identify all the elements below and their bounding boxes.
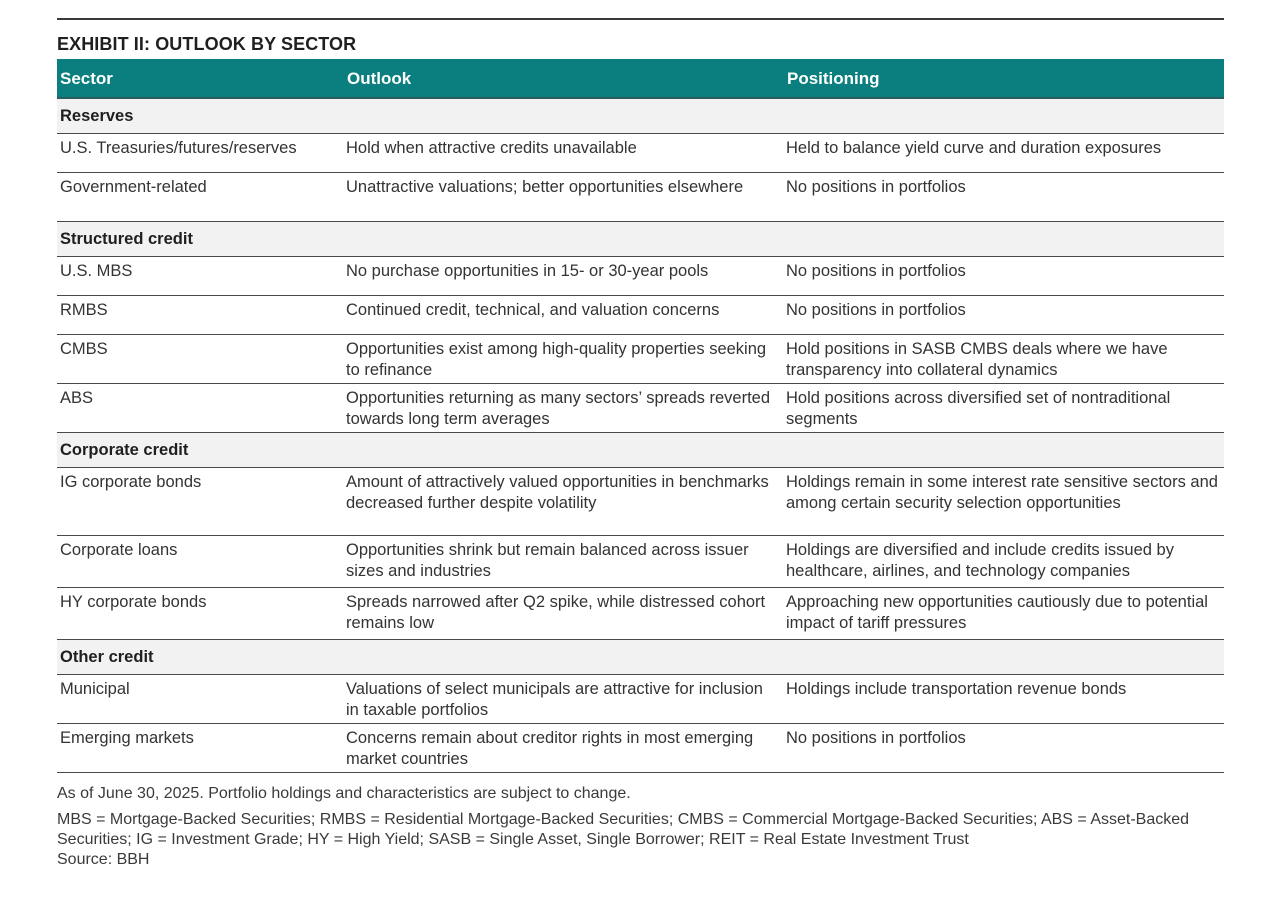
source-note: Source: BBH — [57, 851, 150, 868]
sector-cell: HY corporate bonds — [57, 588, 343, 640]
table-row — [57, 675, 1224, 724]
table-row — [57, 468, 1224, 536]
positioning-cell: Holdings remain in some interest rate sensitive sectors and among certain security selection opportunities — [783, 468, 1224, 536]
outlook-table — [57, 59, 1224, 773]
sector-cell: Corporate loans — [57, 536, 343, 588]
top-rule — [57, 18, 1224, 20]
positioning-cell: No positions in portfolios — [783, 296, 1224, 335]
positioning-cell: Holdings include transportation revenue bonds — [783, 675, 1224, 724]
group-row-reserves — [57, 98, 1224, 134]
sector-cell: Government-related — [57, 173, 343, 222]
sector-cell: U.S. Treasuries/futures/reserves — [57, 134, 343, 173]
sector-cell: CMBS — [57, 335, 343, 384]
outlook-cell: Opportunities exist among high-quality properties seeking to refinance — [343, 335, 783, 384]
positioning-cell: No positions in portfolios — [783, 724, 1224, 773]
positioning-cell: Holdings are diversified and include credits issued by healthcare, airlines, and technology companies — [783, 536, 1224, 588]
outlook-cell: Opportunities shrink but remain balanced across issuer sizes and industries — [343, 536, 783, 588]
footnotes — [57, 784, 1224, 870]
abbreviations-note: MBS = Mortgage-Backed Securities; RMBS = Residential Mortgage-Backed Securities; CMBS = Commercial Mortgage-Backed Securities; ABS = Asset-Backed Securities; IG = Investment Grade; HY = High Yield; SASB = Single Asset, Single Borrower; REIT = Real Estate Investment Trust — [57, 811, 1190, 848]
as-of-note: As of June 30, 2025. Portfolio holdings and characteristics are subject to change. — [57, 785, 631, 802]
group-label: Corporate credit — [57, 433, 1224, 468]
table-header-row — [57, 59, 1224, 98]
outlook-cell: Continued credit, technical, and valuation concerns — [343, 296, 783, 335]
table-row — [57, 335, 1224, 384]
table-row — [57, 257, 1224, 296]
sector-cell: Municipal — [57, 675, 343, 724]
positioning-cell: No positions in portfolios — [783, 173, 1224, 222]
header-outlook: Outlook — [343, 59, 783, 98]
outlook-cell: Concerns remain about creditor rights in most emerging market countries — [343, 724, 783, 773]
outlook-cell: Unattractive valuations; better opportunities elsewhere — [343, 173, 783, 222]
exhibit-title: EXHIBIT II: OUTLOOK BY SECTOR — [57, 34, 357, 54]
table-row — [57, 173, 1224, 222]
outlook-cell: Valuations of select municipals are attractive for inclusion in taxable portfolios — [343, 675, 783, 724]
sector-cell: U.S. MBS — [57, 257, 343, 296]
exhibit — [57, 18, 1224, 870]
positioning-cell: No positions in portfolios — [783, 257, 1224, 296]
table-row — [57, 384, 1224, 433]
positioning-cell: Hold positions across diversified set of nontraditional segments — [783, 384, 1224, 433]
table-row — [57, 536, 1224, 588]
group-label: Reserves — [57, 98, 1224, 134]
group-row-structured-credit — [57, 222, 1224, 257]
outlook-cell: No purchase opportunities in 15- or 30-year pools — [343, 257, 783, 296]
group-label: Structured credit — [57, 222, 1224, 257]
table-row — [57, 134, 1224, 173]
group-label: Other credit — [57, 640, 1224, 675]
table-row — [57, 588, 1224, 640]
positioning-cell: Held to balance yield curve and duration exposures — [783, 134, 1224, 173]
sector-cell: IG corporate bonds — [57, 468, 343, 536]
table-row — [57, 296, 1224, 335]
header-sector: Sector — [57, 59, 343, 98]
outlook-cell: Opportunities returning as many sectors’ spreads reverted towards long term averages — [343, 384, 783, 433]
outlook-cell: Amount of attractively valued opportunities in benchmarks decreased further despite volatility — [343, 468, 783, 536]
outlook-cell: Spreads narrowed after Q2 spike, while distressed cohort remains low — [343, 588, 783, 640]
sector-cell: ABS — [57, 384, 343, 433]
sector-cell: RMBS — [57, 296, 343, 335]
outlook-cell: Hold when attractive credits unavailable — [343, 134, 783, 173]
positioning-cell: Approaching new opportunities cautiously due to potential impact of tariff pressures — [783, 588, 1224, 640]
sector-cell: Emerging markets — [57, 724, 343, 773]
header-positioning: Positioning — [783, 59, 1224, 98]
group-row-other-credit — [57, 640, 1224, 675]
table-row — [57, 724, 1224, 773]
positioning-cell: Hold positions in SASB CMBS deals where we have transparency into collateral dynamics — [783, 335, 1224, 384]
group-row-corporate-credit — [57, 433, 1224, 468]
